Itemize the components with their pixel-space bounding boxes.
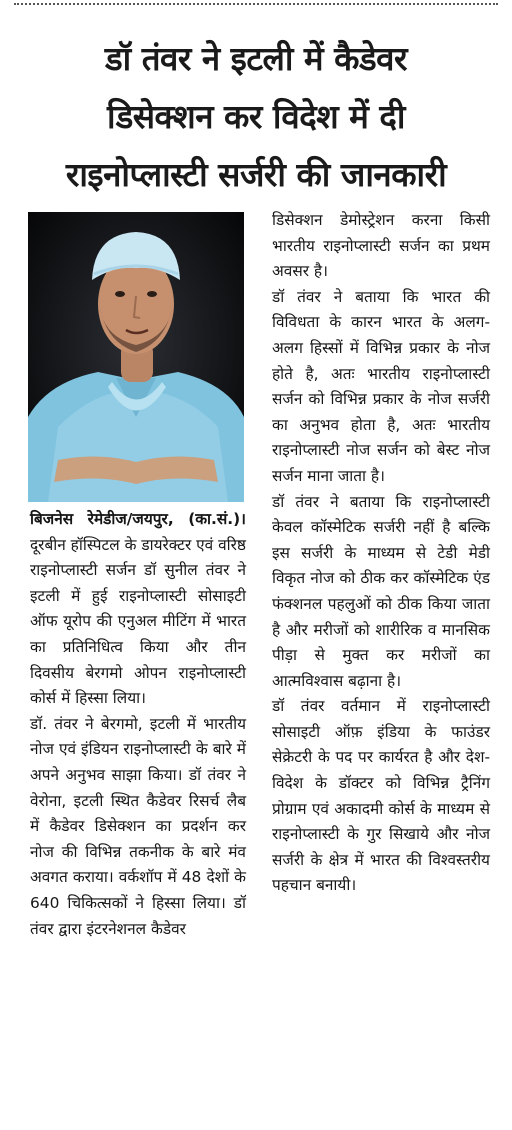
article-paragraph xyxy=(30,507,246,712)
article-paragraph: डॉ तंवर ने बताया कि भारत की विविधता के कारन भारत के अलग-अलग हिस्सों में विभिन्न प्रकार के नोज होते है, अतः भारतीय राइनोप्लास्टी सर्जन को विभिन्न प्रकार के नोज सर्जरी का अनुभव होता है, अतः भारतीय राइनोप्लास्टी नोज सर्जन को बेस्ट नोज सर्जन माना जाता है। xyxy=(272,287,490,485)
surgeon-photo xyxy=(28,212,244,502)
article-column-left xyxy=(30,507,246,942)
dateline: बिजनेस रेमेडीज/जयपुर, (का.सं.)। xyxy=(30,510,246,528)
headline-line-2: डिसेक्शन कर विदेश में दी xyxy=(107,97,405,136)
headline-line-3: राइनोप्लास्टी सर्जरी की जानकारी xyxy=(65,155,447,194)
article-paragraph: डॉ तंवर वर्तमान में राइनोप्लास्टी सोसाइटी ऑफ़ इंडिया के फाउंडर सेक्रेटरी के पद पर कार्यरत है और देश-विदेश के डॉक्टर को विभिन्न ट्रैनिंग प्रोग्राम एवं अकादमी कोर्स के माध्यम से राइनोप्लास्टी के गुर सिखाये और नोज सर्जरी के क्षेत्र में भारत की विश्वस्तरीय पहचान बनायी। xyxy=(272,697,490,895)
article-paragraph: डॉ तंवर ने बताया कि राइनोप्लास्टी केवल कॉस्मेटिक सर्जरी नहीं है बल्कि इस सर्जरी के माध्यम से टेडी मेडी विकृत नोज को ठीक कर कॉस्मेटिक एंड फंक्शनल पहलुओं को ठीक किया जाता है और मरीजों को शारीरिक व मानसिक पीड़ा से मुक्त कर मरीजों का आत्मविश्वास बढ़ाना है। xyxy=(272,492,490,690)
article-paragraph: डॉ. तंवर ने बेरगमो, इटली में भारतीय नोज एवं इंडियन राइनोप्लास्टी के बारे में अपने अनुभव साझा किया। डॉ तंवर ने वेरोना, इटली स्थित कैडेवर रिसर्च लैब में कैडेवर डिसेक्शन का प्रदर्शन कर नोज की विभिन्न तकनीक के बारे मंव अवगत कराया। वर्कशॉप में 48 देशों के 640 चिकित्सकों ने हिस्सा लिया। डॉ तंवर द्वारा इंटरनेशनल कैडेवर xyxy=(30,714,246,938)
headline xyxy=(10,30,502,204)
top-dotted-rule xyxy=(14,3,498,5)
article-column-right xyxy=(272,208,490,899)
headline-line-1: डॉ तंवर ने इटली में कैडेवर xyxy=(105,39,407,78)
article-paragraph: डिसेक्शन डेमोस्ट्रेशन करना किसी भारतीय राइनोप्लास्टी सर्जन का प्रथम अवसर है। xyxy=(272,211,490,281)
paragraph-text: दूरबीन हॉस्पिटल के डायरेक्टर एवं वरिष्ठ राइनोप्लास्टी सर्जन डॉ सुनील तंवर ने इटली में हुई राइनोप्लास्टी सोसाइटी ऑफ यूरोप की एनुअल मीटिंग में भारत का प्रतिनिधित्व किया और तीन दिवसीय बेरगमो ओपन राइनोप्लास्टी कोर्स में हिस्सा लिया। xyxy=(30,535,246,708)
surgeon-portrait-icon xyxy=(28,212,244,502)
